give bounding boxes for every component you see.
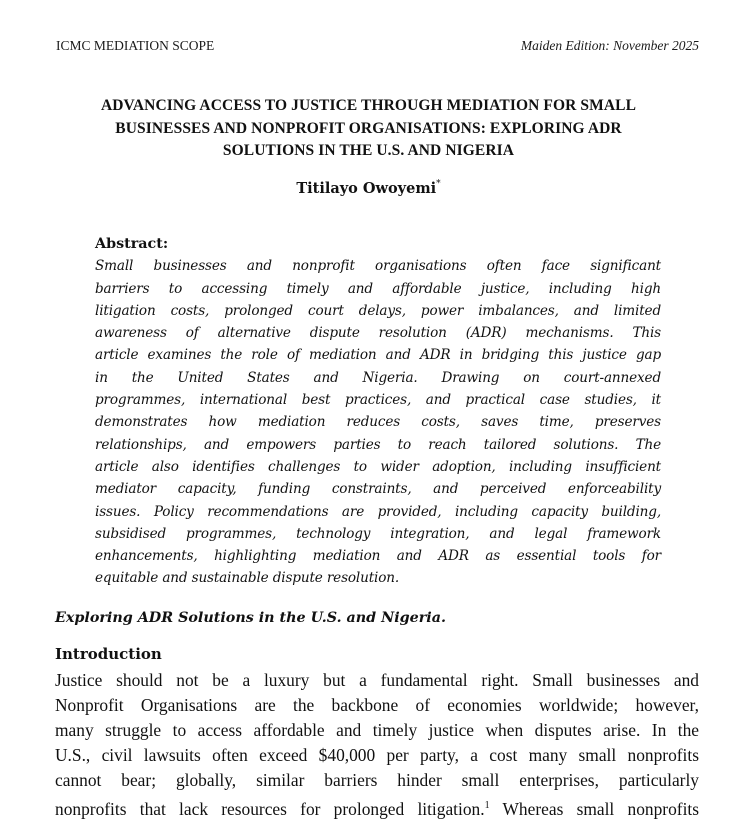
- body-line: many struggle to access affordable and timely justice when disputes arise. In the: [55, 720, 699, 740]
- journal-name: ICMC MEDIATION SCOPE: [56, 38, 215, 53]
- abstract-label: Abstract:: [95, 236, 169, 252]
- abstract-line: in the United States and Nigeria. Drawing on court-annexed: [95, 369, 661, 386]
- body-line: cannot bear; globally, similar barriers hinder small enterprises, particularly: [55, 770, 699, 790]
- author-footnote-mark[interactable]: *: [436, 179, 441, 190]
- body-text: nonprofits that lack resources for prolonged litigation.: [55, 798, 485, 819]
- abstract-line: mediator capacity, funding constraints, and perceived enforceability: [95, 481, 661, 498]
- abstract: [95, 233, 661, 590]
- edition-label: Maiden Edition: November 2025: [520, 38, 699, 53]
- title-line: SOLUTIONS IN THE U.S. AND NIGERIA: [222, 142, 515, 159]
- author-name: Titilayo Owoyemi: [296, 180, 437, 197]
- abstract-line: awareness of alternative dispute resolution (ADR) mechanisms. This: [95, 325, 661, 342]
- title-line: ADVANCING ACCESS TO JUSTICE THROUGH MEDIATION FOR SMALL: [100, 97, 637, 114]
- abstract-line: Small businesses and nonprofit organisations often face significant: [95, 258, 661, 275]
- body-line: Nonprofit Organisations are the backbone of economies worldwide; however,: [55, 695, 699, 715]
- body-line: Justice should not be a luxury but a fundamental right. Small businesses and: [55, 670, 699, 690]
- abstract-line: demonstrates how mediation reduces costs, saves time, preserves: [95, 414, 661, 431]
- abstract-line: programmes, international best practices, and practical case studies, it: [95, 392, 661, 409]
- body-line: U.S., civil lawsuits often exceed $40,000 per party, a cost many small nonprofits: [55, 745, 699, 765]
- abstract-line: barriers to accessing timely and affordable justice, including high: [95, 280, 661, 297]
- abstract-line: subsidised programmes, technology integration, and legal framework: [95, 525, 661, 542]
- section-subtitle: Exploring ADR Solutions in the U.S. and Nigeria.: [55, 610, 446, 626]
- running-header: [56, 38, 699, 54]
- body-line: [55, 793, 699, 822]
- abstract-line: relationships, and empowers parties to reach tailored solutions. The: [95, 436, 661, 453]
- abstract-line: equitable and sustainable dispute resolution.: [95, 570, 400, 587]
- introduction-body: [55, 668, 699, 822]
- footnote-ref[interactable]: 1: [484, 800, 490, 811]
- article-title: [40, 95, 697, 163]
- title-line: BUSINESSES AND NONPROFIT ORGANISATIONS: EXPLORING ADR: [115, 119, 622, 137]
- body-text: Whereas small nonprofits: [489, 798, 699, 819]
- introduction-heading: Introduction: [55, 645, 162, 663]
- abstract-line: enhancements, highlighting mediation and ADR as essential tools for: [95, 548, 661, 565]
- abstract-line: litigation costs, prolonged court delays, power imbalances, and limited: [95, 302, 661, 319]
- abstract-line: issues. Policy recommendations are provided, including capacity building,: [95, 503, 661, 520]
- abstract-line: article examines the role of mediation and ADR in bridging this justice gap: [95, 347, 661, 364]
- author-byline: [0, 180, 737, 197]
- abstract-line: article also identifies challenges to wider adoption, including insufficient: [95, 458, 661, 475]
